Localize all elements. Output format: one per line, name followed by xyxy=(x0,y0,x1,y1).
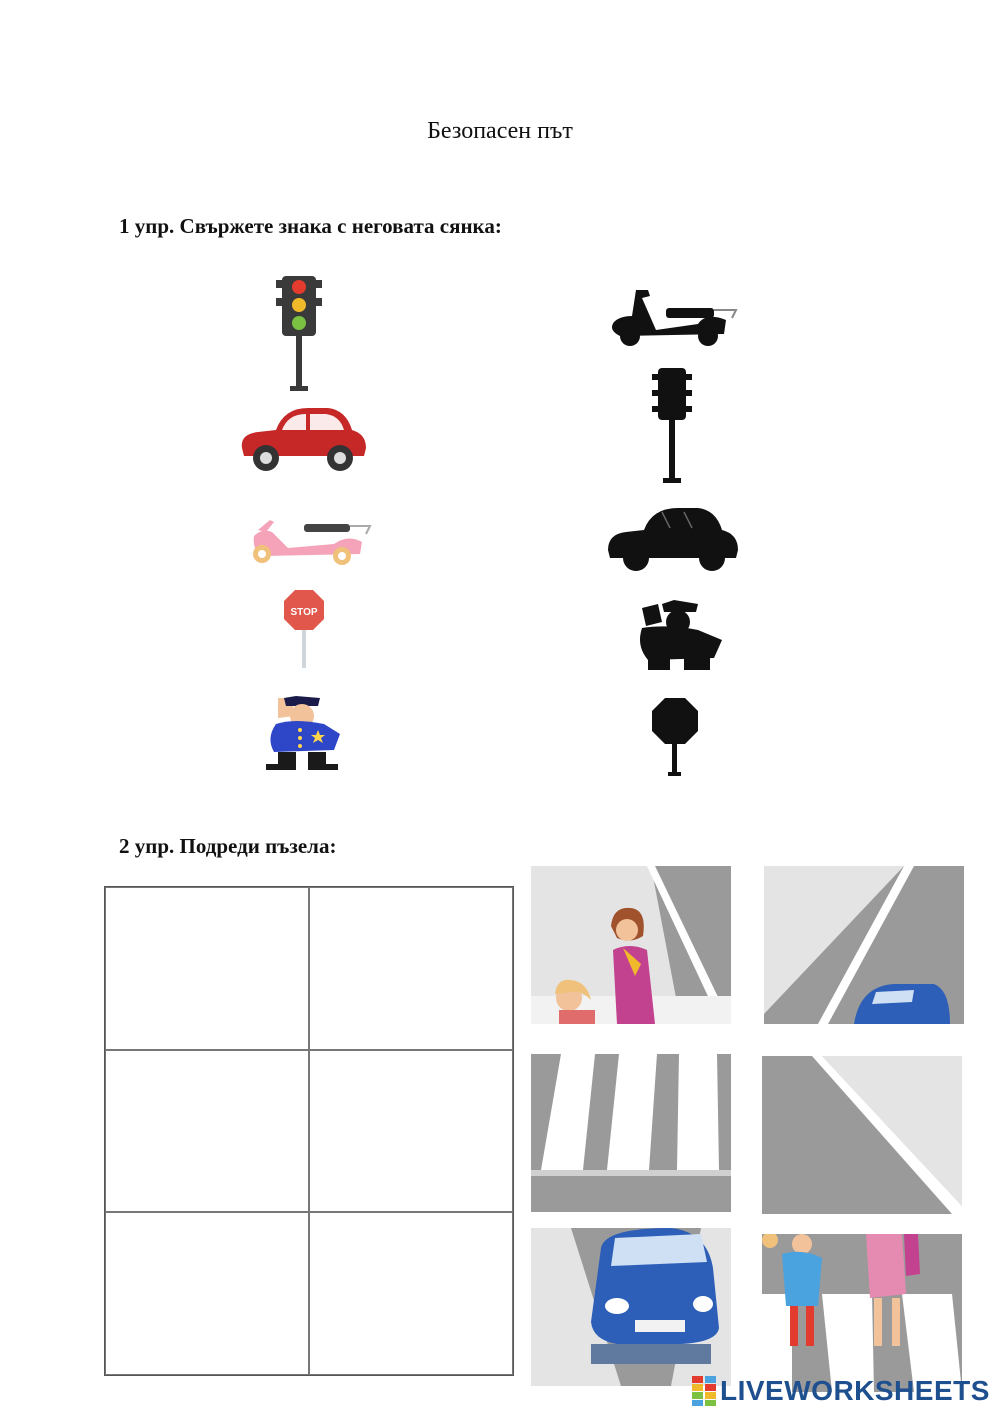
liveworksheets-logo-text: LIVEWORKSHEETS xyxy=(720,1375,990,1406)
liveworksheets-logo xyxy=(692,1376,990,1406)
puzzle-slot[interactable] xyxy=(105,887,309,1050)
puzzle-tile-crosswalk-stripes[interactable] xyxy=(531,1054,731,1212)
stop-sign-shadow-image[interactable] xyxy=(650,696,700,780)
puzzle-tile-pedestrians-crossing[interactable] xyxy=(762,1234,962,1392)
puzzle-tile-blue-car-front[interactable] xyxy=(531,1228,731,1386)
puzzle-slot[interactable] xyxy=(309,1212,513,1375)
policeman-shadow-image[interactable] xyxy=(628,598,726,672)
puzzle-slot[interactable] xyxy=(309,1050,513,1213)
stop-sign-image[interactable] xyxy=(282,588,326,672)
exercise-2-heading: 2 упр. Подреди пъзела: xyxy=(119,834,337,858)
puzzle-grid xyxy=(104,886,514,1376)
policeman-image[interactable] xyxy=(254,694,346,772)
traffic-light-image[interactable] xyxy=(272,272,328,394)
car-shadow-image[interactable] xyxy=(604,502,742,574)
scooter-shadow-image[interactable] xyxy=(606,286,738,348)
exercise-1-heading: 1 упр. Свържете знака с неговата сянка: xyxy=(119,214,502,238)
pink-scooter-image[interactable] xyxy=(244,516,374,566)
liveworksheets-logo-icon xyxy=(692,1376,716,1406)
puzzle-slot[interactable] xyxy=(309,887,513,1050)
puzzle-slot[interactable] xyxy=(105,1212,309,1375)
puzzle-tile-road-blue-car-roof[interactable] xyxy=(764,866,964,1024)
puzzle-slot[interactable] xyxy=(105,1050,309,1213)
page-title: Безопасен път xyxy=(427,118,573,144)
puzzle-tile-woman-and-child[interactable] xyxy=(531,866,731,1024)
puzzle-tile-road-empty[interactable] xyxy=(762,1056,962,1214)
stop-sign-text: STOP xyxy=(290,607,318,618)
red-car-image[interactable] xyxy=(236,402,370,474)
traffic-light-shadow-image[interactable] xyxy=(650,364,694,486)
